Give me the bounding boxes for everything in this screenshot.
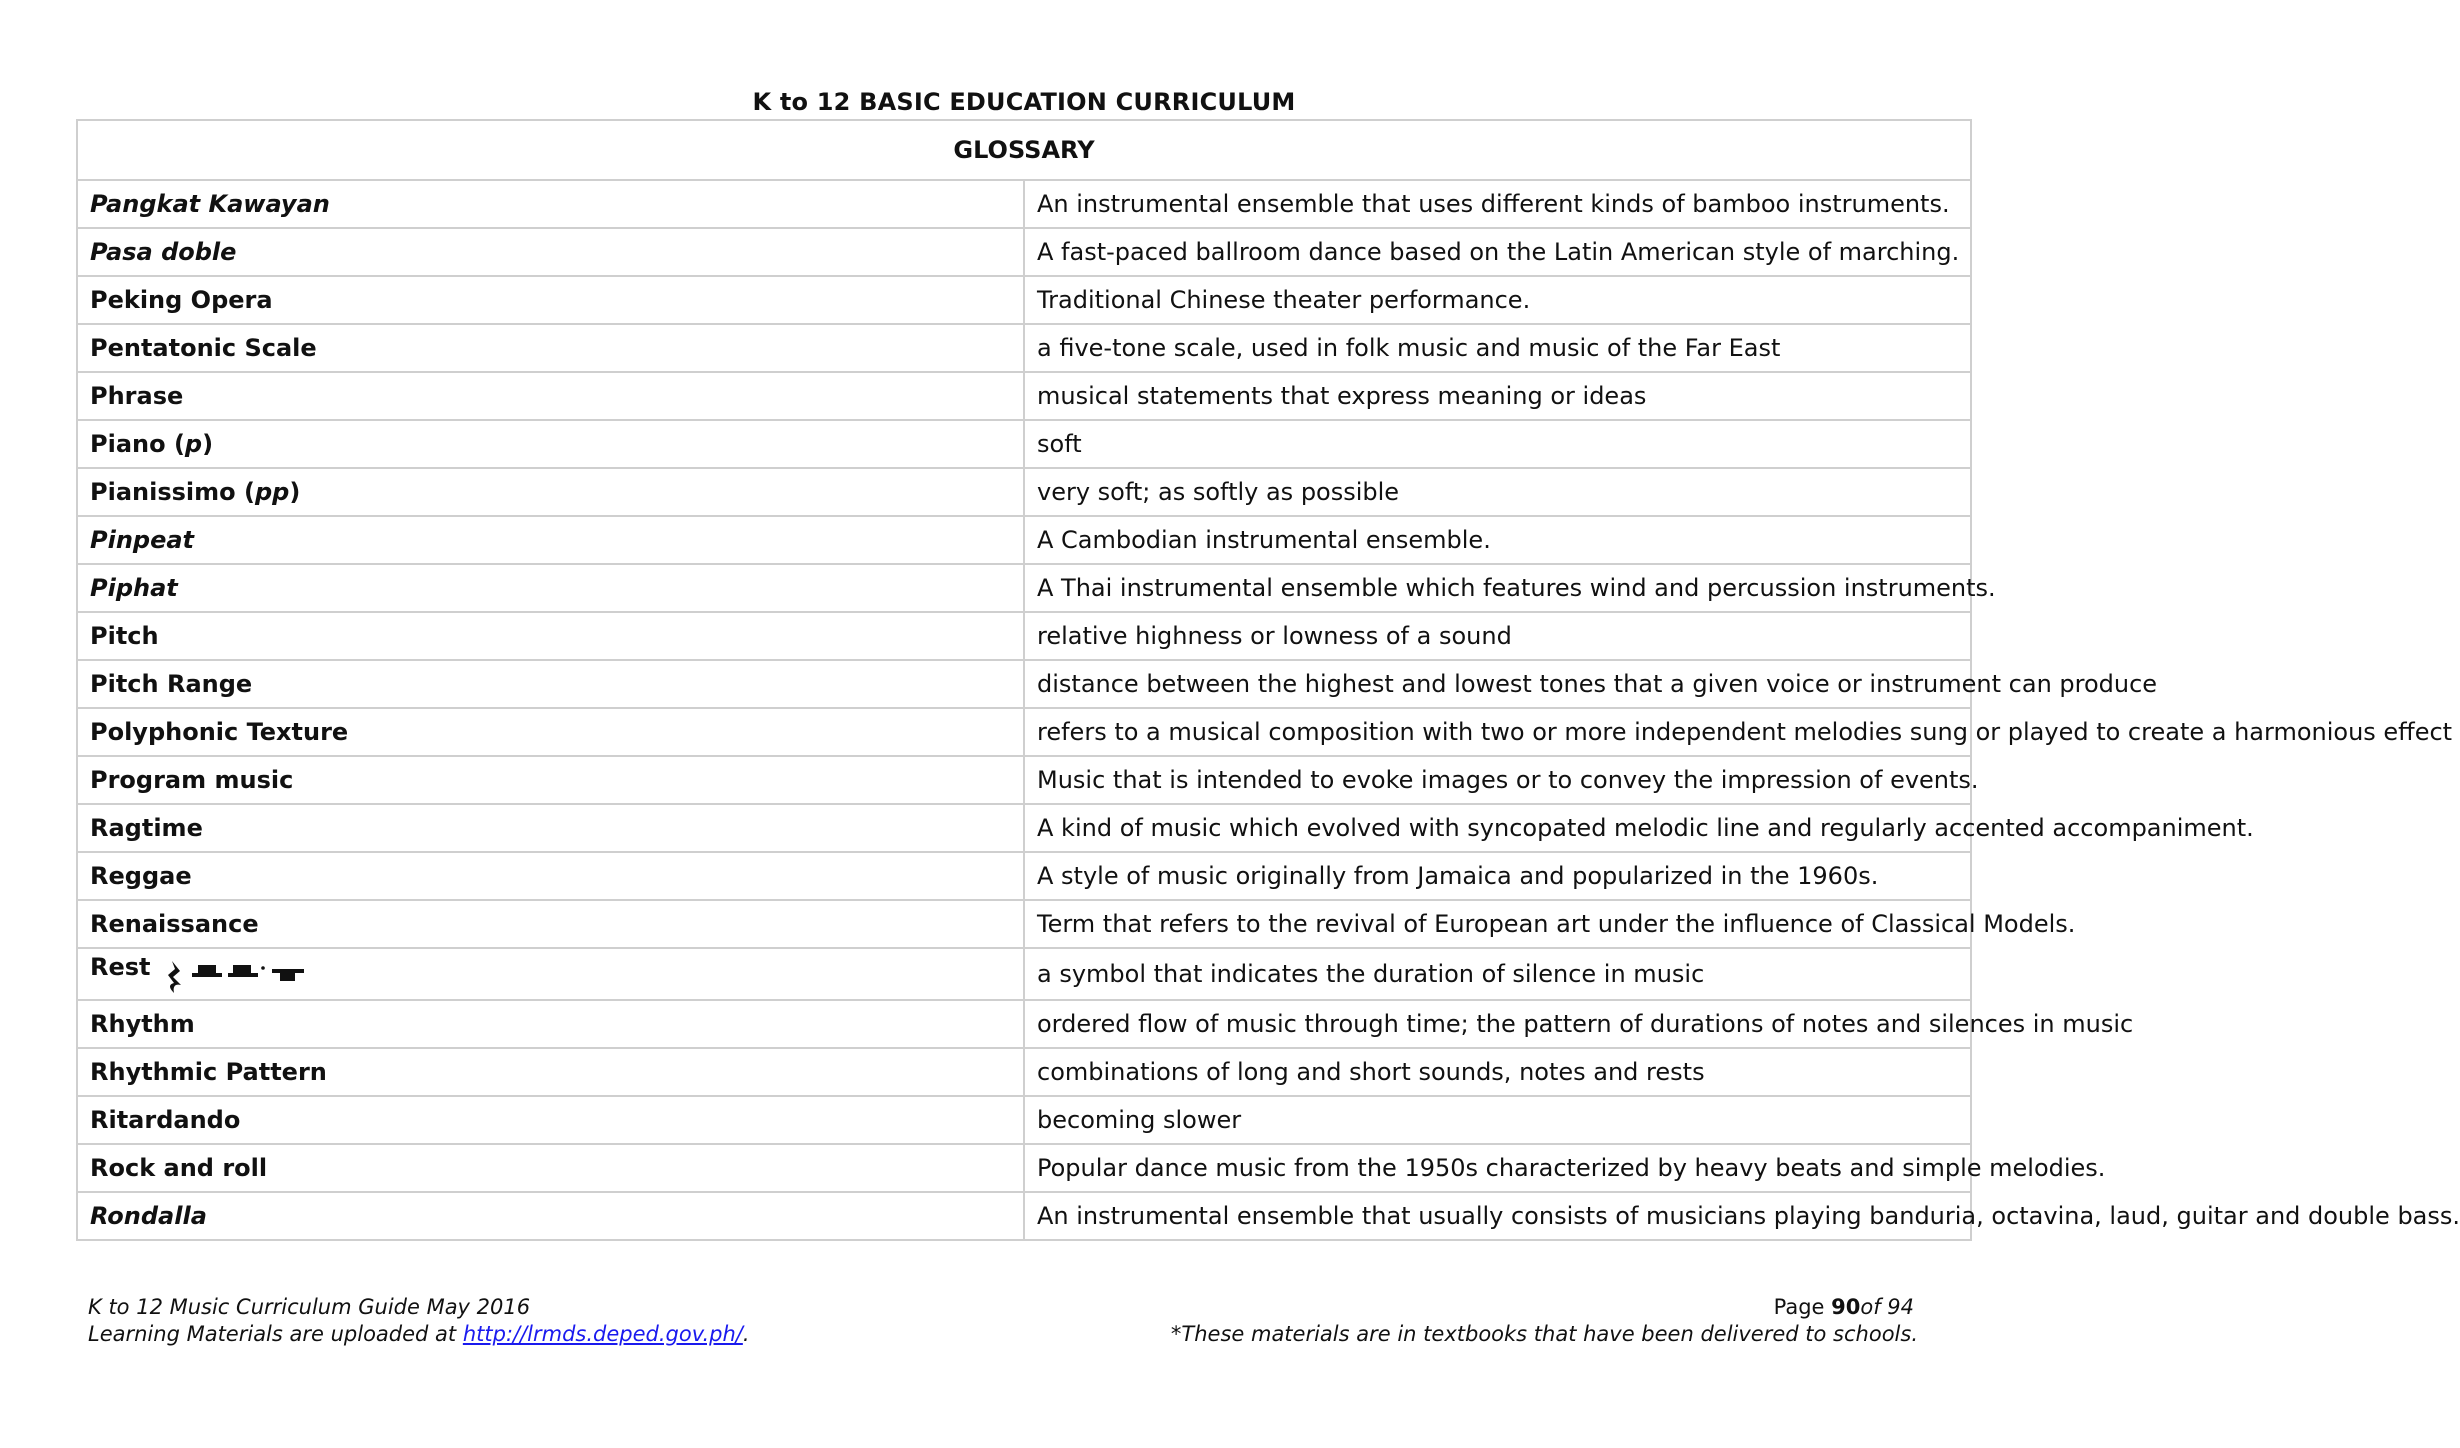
footer-guide-text: K to 12 Music Curriculum Guide May 2016 <box>88 1295 531 1319</box>
term-cell: Rock and roll <box>77 1144 1024 1192</box>
table-row <box>77 612 1971 660</box>
term-cell: Ritardando <box>77 1096 1024 1144</box>
page-current: 90 <box>1831 1295 1861 1319</box>
definition-cell: soft <box>1024 420 1971 468</box>
table-row <box>77 372 1971 420</box>
table-row <box>77 660 1971 708</box>
definition-cell: musical statements that express meaning or ideas <box>1024 372 1971 420</box>
footer-upload-prefix: Learning Materials are uploaded at <box>88 1322 463 1346</box>
table-row <box>77 468 1971 516</box>
footer-upload-suffix: . <box>742 1322 750 1346</box>
term-cell <box>77 948 1024 1000</box>
term-cell: Polyphonic Texture <box>77 708 1024 756</box>
footer-upload-line <box>88 1321 750 1348</box>
table-row <box>77 1192 1971 1240</box>
definition-cell: A kind of music which evolved with syncopated melodic line and regularly accented accompaniment. <box>1024 804 1971 852</box>
definition-cell: ordered flow of music through time; the pattern of durations of notes and silences in music <box>1024 1000 1971 1048</box>
table-row <box>77 228 1971 276</box>
term-cell: Program music <box>77 756 1024 804</box>
term-cell: Ragtime <box>77 804 1024 852</box>
table-row <box>77 1096 1971 1144</box>
page-prefix: Page <box>1773 1295 1832 1319</box>
table-row <box>77 756 1971 804</box>
table-row <box>77 804 1971 852</box>
lrmds-link[interactable]: http://lrmds.deped.gov.ph/ <box>462 1322 743 1346</box>
term-cell: Pentatonic Scale <box>77 324 1024 372</box>
definition-cell: Popular dance music from the 1950s characterized by heavy beats and simple melodies. <box>1024 1144 1971 1192</box>
definition-cell: distance between the highest and lowest tones that a given voice or instrument can produce <box>1024 660 1971 708</box>
table-row <box>77 1144 1971 1192</box>
term-cell: Rhythmic Pattern <box>77 1048 1024 1096</box>
term-cell: Pinpeat <box>77 516 1024 564</box>
term-cell: Rondalla <box>77 1192 1024 1240</box>
table-row <box>77 852 1971 900</box>
term-cell: Renaissance <box>77 900 1024 948</box>
definition-cell: A Cambodian instrumental ensemble. <box>1024 516 1971 564</box>
table-row <box>77 420 1971 468</box>
glossary-table <box>76 119 2460 1241</box>
definition-cell: a symbol that indicates the duration of silence in music <box>1024 948 1971 1000</box>
definition-cell: An instrumental ensemble that usually consists of musicians playing banduria, octavina, laud, guitar and double bass. <box>1024 1192 1971 1240</box>
definition-cell: A Thai instrumental ensemble which features wind and percussion instruments. <box>1024 564 1971 612</box>
table-row <box>77 708 1971 756</box>
table-row <box>77 516 1971 564</box>
term-cell: Pitch Range <box>77 660 1024 708</box>
dynamic-symbol: p <box>184 430 203 458</box>
definition-cell: Music that is intended to evoke images or to convey the impression of events. <box>1024 756 1971 804</box>
term-text: Pianissimo <box>90 478 236 506</box>
term-cell: Reggae <box>77 852 1024 900</box>
definition-cell: combinations of long and short sounds, notes and rests <box>1024 1048 1971 1096</box>
term-cell: Peking Opera <box>77 276 1024 324</box>
table-row <box>77 1048 1971 1096</box>
rest-symbols-icon <box>162 953 342 999</box>
footer-note: *These materials are in textbooks that have been delivered to schools. <box>1170 1322 1918 1346</box>
definition-cell: relative highness or lowness of a sound <box>1024 612 1971 660</box>
table-row <box>77 276 1971 324</box>
term-cell: Piano (p) <box>77 420 1024 468</box>
term-cell: Pianissimo (pp) <box>77 468 1024 516</box>
table-row <box>77 900 1971 948</box>
term-cell: Pangkat Kawayan <box>77 180 1024 228</box>
page-number <box>1774 1294 1914 1321</box>
term-cell: Phrase <box>77 372 1024 420</box>
table-header-row <box>77 120 1971 180</box>
definition-cell: a five-tone scale, used in folk music and music of the Far East <box>1024 324 1971 372</box>
definition-cell: An instrumental ensemble that uses different kinds of bamboo instruments. <box>1024 180 1971 228</box>
dynamic-symbol: pp <box>254 478 290 506</box>
definition-cell: Term that refers to the revival of European art under the influence of Classical Models. <box>1024 900 1971 948</box>
document-title: K to 12 BASIC EDUCATION CURRICULUM <box>752 88 1296 116</box>
term-cell: Piphat <box>77 564 1024 612</box>
table-row <box>77 324 1971 372</box>
table-row <box>77 180 1971 228</box>
definition-cell: very soft; as softly as possible <box>1024 468 1971 516</box>
term-cell: Pasa doble <box>77 228 1024 276</box>
table-row <box>77 948 1971 1000</box>
term-text: Piano <box>90 430 166 458</box>
term-cell: Pitch <box>77 612 1024 660</box>
term-text: Rest <box>90 953 151 981</box>
definition-cell: A fast-paced ballroom dance based on the Latin American style of marching. <box>1024 228 1971 276</box>
definition-cell: Traditional Chinese theater performance. <box>1024 276 1971 324</box>
term-cell: Rhythm <box>77 1000 1024 1048</box>
page-total: of 94 <box>1860 1295 1914 1319</box>
table-row <box>77 1000 1971 1048</box>
quarter-rest-icon <box>168 961 181 993</box>
definition-cell: becoming slower <box>1024 1096 1971 1144</box>
definition-cell: refers to a musical composition with two or more independent melodies sung or played to create a harmonious effect <box>1024 708 1971 756</box>
table-row <box>77 564 1971 612</box>
glossary-heading: GLOSSARY <box>77 120 1971 180</box>
definition-cell: A style of music originally from Jamaica and popularized in the 1960s. <box>1024 852 1971 900</box>
